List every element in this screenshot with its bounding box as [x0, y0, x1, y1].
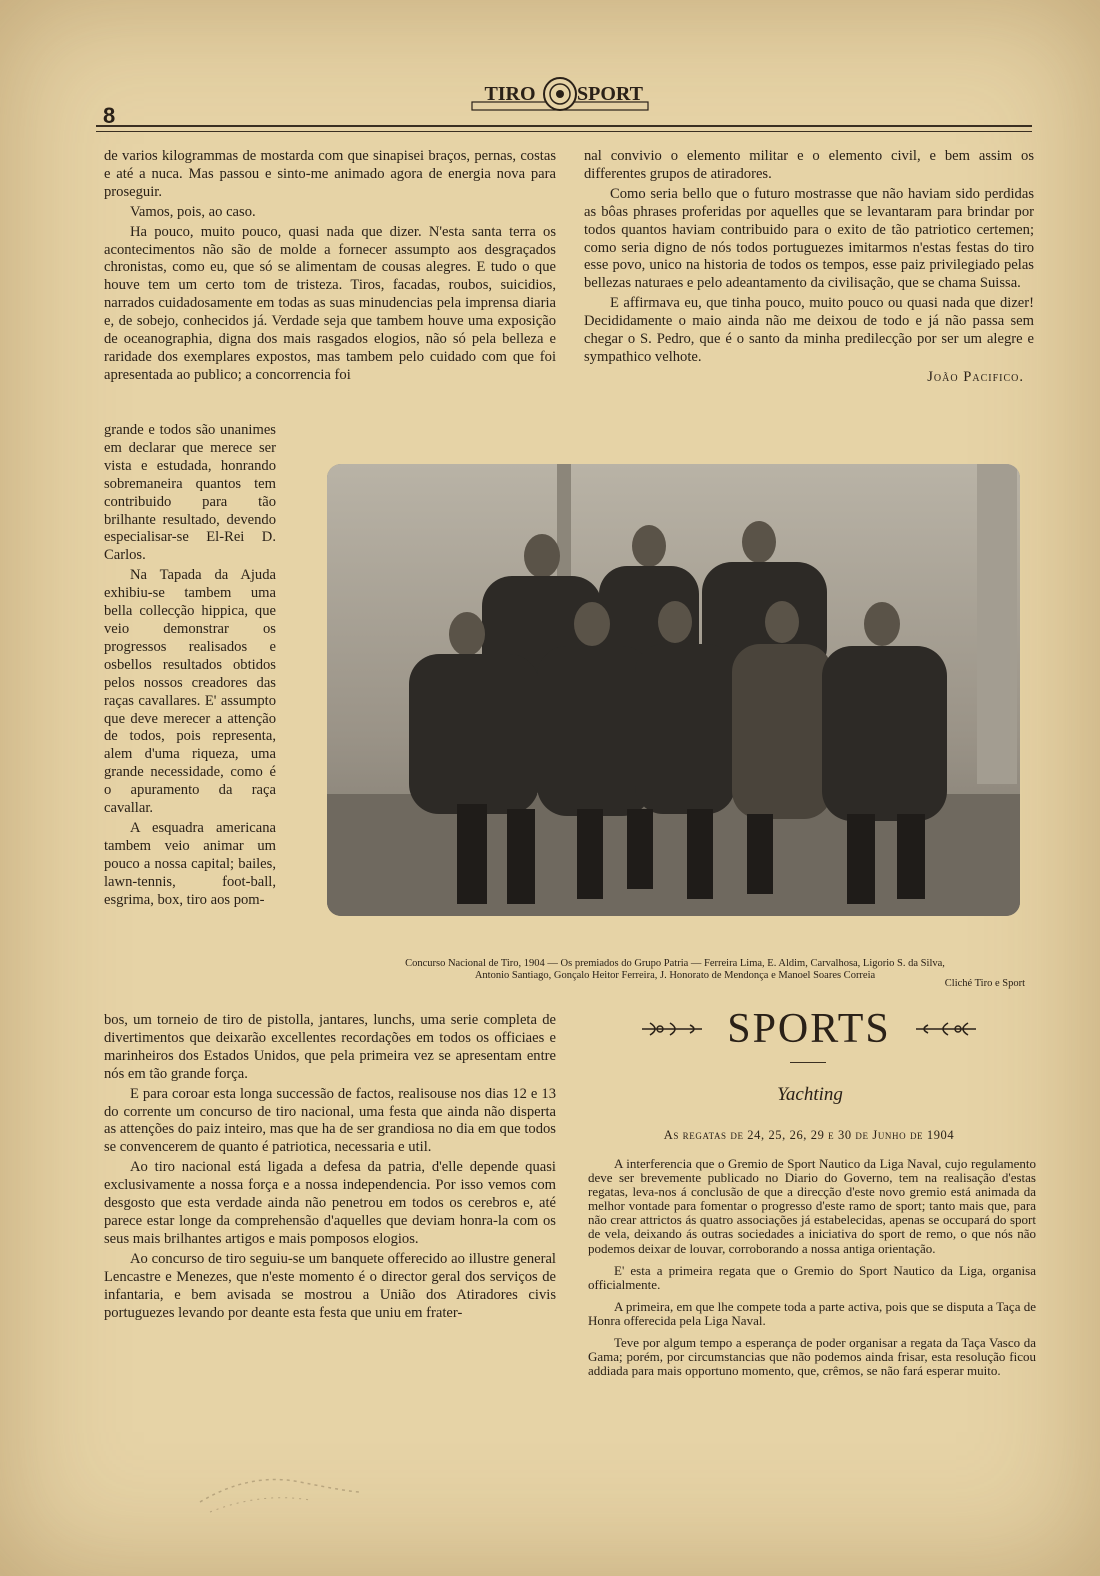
right-column-top [584, 148, 1034, 387]
section-title: SPORTS [727, 1006, 891, 1052]
masthead-logo [470, 72, 650, 116]
ornament-right-icon [914, 1019, 978, 1039]
left-column-narrow [104, 422, 276, 909]
masthead-left: TIRO [484, 83, 536, 105]
paragraph: E' esta a primeira regata que o Gremio do Sport Nautico da Liga, organisa officialmente. [588, 1262, 1036, 1292]
sports-column [588, 1157, 1036, 1378]
paragraph: E affirmava eu, que tinha pouco, muito pouco ou quasi nada que dizer! Decididamente o maio ainda não me deixou de todo e já não passa sem chegar o S. Pedro, que é o santo da minha predilecção por ser um alegre e sympathico velhote. [584, 295, 1034, 365]
paragraph: grande e todos são unanimes em declarar que merece ser vista e estudada, honrando sobremaneira quantos tem contribuido para tão brilhante resultado, devendo especialisar-se El-Rei D. Carlos. [104, 422, 276, 564]
page-number: 8 [103, 103, 116, 128]
photo-credit: Cliché Tiro e Sport [944, 978, 1025, 989]
paragraph: nal convivio o elemento militar e o elemento civil, e bem assim os differentes grupos de atiradores. [584, 148, 1034, 182]
masthead-right: SPORT [577, 83, 643, 105]
paragraph: Na Tapada da Ajuda exhibiu-se tambem uma bella collecção hippica, que veio demonstrar os progressos realisados e osbellos resultados obtidos pelos nossos creadores das raças cavallares. E' assumpto que deve merecer a attenção de todos, pois representa, alem d'uma riqueza, uma grande necessidade, como é o apuramento da raça cavallar. [104, 567, 276, 817]
paragraph: Ha pouco, muito pouco, quasi nada que dizer. N'esta santa terra os acontecimentos não são de molde a fornecer assumpto aos desgraçados chronistas, como eu, que só se alimentam de cousas alegres. E tudo o que houve tem um certo tom de tristeza. Tiros, facadas, roubos, suicidios, narrados cuidadosamente em todas as suas minudencias pela imprensa diaria e, de sobejo, conhecidos já. Verdade seja que tambem houve uma exposição de oceanographia, digna dos mais rasgados elogios, não só pela belleza e raridade dos exemplares expostos, mas tambem pelo cuidado com que foi apresentada ao publico; a concorrencia foi [104, 223, 556, 383]
paragraph: Ao concurso de tiro seguiu-se um banquete offerecido ao illustre general Lencastre e Menezes, que n'este momento é o director geral dos serviços de infantaria, e bem avisada se mostrou a União dos Atiradores civis portuguezes levando por deante esta festa que uniu em frater- [104, 1250, 556, 1321]
paragraph: Vamos, pois, ao caso. [130, 203, 256, 220]
left-column-top [104, 148, 556, 385]
faded-stamp-mark [190, 1462, 370, 1522]
paragraph: bos, um torneio de tiro de pistolla, jantares, lunchs, uma serie completa de divertimentos que deixarão excellentes recordações em todos os officiaes e marinheiros dos Estados Unidos, que pela primeira vez se apresentam entre nós em tão grande força. [104, 1012, 556, 1082]
paragraph: Ao tiro nacional está ligada a defesa da patria, d'elle depende quasi exclusivamente a nossa força e a nossa independencia. Por isso vemos com desgosto que esta verdade ainda não penetrou em todos os cerebros e, até parece estar longe da comprehensão d'aquelles que deviam honra-la com os seus mais brilhantes artigos e mais pomposos elogios. [104, 1159, 556, 1247]
caption-line: Antonio Santiago, Gonçalo Heitor Ferreira, J. Honorato de Mendonça e Manoel Soares Correia [474, 970, 876, 981]
paragraph: A interferencia que o Gremio de Sport Nautico da Liga Naval, cujo regulamento deve ser brevemente publicado no Diario do Governo, tem na realisação d'estas regatas, leva-nos á conclusão de que a direcção d'este novo gremio está animada da melhor vontade para fomentar o progresso d'este ramo de sport; tanto mais que, para não crear attrictos ás quatro associações já estabelecidas, apenas se occupará do sport de vela, deixando ás outras sociedades a iniciativa do sport de remo, o que nós não podemos deixar de louvar, corroborando a nossa antiga orientação. [588, 1156, 1036, 1256]
left-column-bottom [104, 1012, 556, 1322]
sports-section-header [636, 1005, 982, 1065]
paragraph: Como seria bello que o futuro mostrasse que não haviam sido perdidas as bôas phrases proferidas por aquelles que se levantaram para brindar por todos quantos haviam contribuido para o exito de tão patriotico certemen; como seria digno de nós todos portuguezes imitarmos n'estas festas do tiro esse povo, unico na historia de todos os tempos, esse paiz privilegiado pelas bellezas naturaes e pelo adeantamento da civilisação, que se chama Suissa. [584, 185, 1034, 292]
regata-heading: As regatas de 24, 25, 26, 29 e 30 de Junho de 1904 [663, 1128, 955, 1142]
author-signature: João Pacifico. [927, 368, 1024, 385]
paragraph: A esquadra americana tambem veio animar um pouco a nossa capital; bailes, lawn-tennis, foot-ball, esgrima, box, tiro aos pom- [104, 819, 276, 908]
short-rule [790, 1062, 826, 1063]
caption-line: Concurso Nacional de Tiro, 1904 — Os premiados do Grupo Patria — Ferreira Lima, E. Aldim, Carvalhosa, Ligorio S. da Silva, [405, 958, 945, 969]
paragraph: de varios kilogrammas de mostarda com que sinapisei braços, pernas, costas e até a nuca. Mas passou e sinto-me animado agora de energia nova para proseguir. [104, 148, 556, 200]
paragraph: A primeira, em que lhe compete toda a parte activa, pois que se disputa a Taça de Honra offerecida pela Liga Naval. [588, 1298, 1036, 1328]
group-photograph [327, 464, 1020, 916]
section-subtitle: Yachting [777, 1084, 843, 1105]
paragraph: Teve por algum tempo a esperança de poder organisar a regata da Taça Vasco da Gama; porém, por circumstancias que não podemos ainda frisar, esta resolução ficou addiada para mais opportuno momento, que, crêmos, se não fará esperar muito. [588, 1335, 1036, 1379]
header-rule [96, 125, 1032, 132]
paragraph: E para coroar esta longa successão de factos, realisouse nos dias 12 e 13 do corrente um concurso de tiro nacional, uma festa que ainda não disperta as attenções do paiz inteiro, mas que ha de ser grandiosa no dia em que todos se convencerem de quanto é patriotica, necessaria e util. [104, 1085, 556, 1156]
